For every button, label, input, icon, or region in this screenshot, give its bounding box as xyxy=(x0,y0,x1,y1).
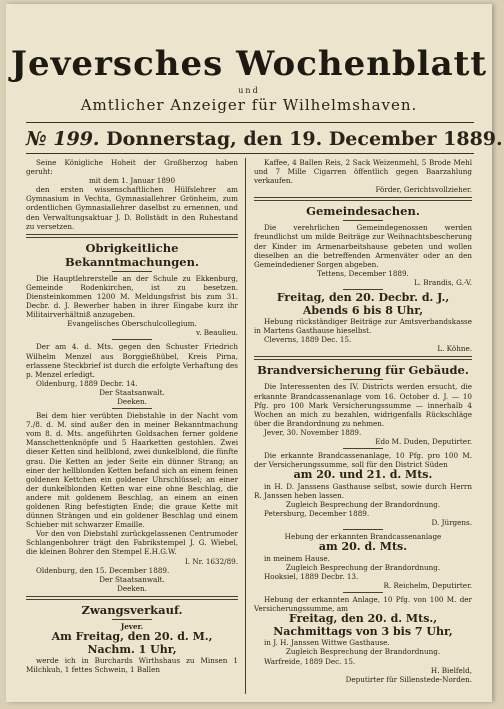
brand1-text: Die Interessenten des IV. Districts werden ersucht, die erkannte Brandcassenanlage vom 16. October d. J. — 10 Pfg. pro 100 Mark Versicherungssumme — innerhalb 4 Wochen an mich zu bezahlen, widrigenfalls Rückschläge über die Brandordnung zu nehmen. xyxy=(254,382,472,428)
gemeinde-sign: L. Brandis, G.-V. xyxy=(413,277,472,287)
royal-text: den ersten wissenschaftlichen Hülfslehrer am Gymnasium in Vechta, Gymnasiallehrer Grönheim, zum ordentlichen Gymnasiallehrer daselbst zu ernennen, und den Verwaltungsaktuar J. D. Bollstädt in den Ruhestand zu versetzen. xyxy=(26,185,238,231)
short-rule xyxy=(343,592,383,593)
issue-rule xyxy=(26,153,474,154)
diebstahl-sign: Deeken. xyxy=(117,583,147,593)
diebstahl-authority: Der Staatsanwalt. xyxy=(99,574,165,584)
gemeinde-heading: Gemeindesachen. xyxy=(306,204,420,219)
short-rule xyxy=(343,529,383,530)
short-rule xyxy=(343,448,383,449)
nachm-place: Warfreide, 1889 Dec. 15. xyxy=(264,656,356,666)
short-rule xyxy=(343,379,383,380)
section-rule xyxy=(254,197,472,201)
issue-number: № 199. xyxy=(26,128,100,150)
kaffee-sign: Förder, Gerichtsvollzieher. xyxy=(375,185,472,195)
column-divider xyxy=(245,158,246,694)
zwang-place: Jever. xyxy=(120,621,144,631)
steckbrief-text: Der am 4. d. Mts. gegen den Schuster Friedrich Wilhelm Menzel aus Borggießhübel, Kreis Pirna, erlassene Steckbrief ist durch die erfolgte Verhaftung des p. Menzel erledigt. xyxy=(26,342,238,379)
steckbrief-place: Oldenburg, 1889 Decbr. 14. xyxy=(36,378,138,388)
brand-heading: Brandversicherung für Gebäude. xyxy=(257,363,469,378)
diebstahl-ref: I. Nr. 1632/89. xyxy=(184,556,238,566)
zwang-line1: Am Freitag, den 20. d. M., xyxy=(51,630,213,644)
freitag-line1: Freitag, den 20. Decbr. d. J., xyxy=(276,291,450,305)
short-rule xyxy=(112,619,152,620)
schule-sign: v. Beaulieu. xyxy=(196,328,238,338)
section-rule xyxy=(26,234,238,238)
nachm-role: Deputirter für Sillenstede-Norden. xyxy=(345,674,472,684)
section-rule xyxy=(254,356,472,360)
nachm-line1: Freitag, den 20. d. Mts., xyxy=(288,612,438,626)
issue-line xyxy=(26,128,503,150)
termin-text: in H. D. Janssens Gasthause selbst, sowie durch Herrn R. Janssen heben lassen. xyxy=(254,481,472,500)
hebung-sign: R. Reichelm, Deputirter. xyxy=(383,581,472,591)
termin-line: am 20. und 21. d. Mts. xyxy=(293,468,433,482)
termin-sign: D. Jürgens. xyxy=(431,518,472,528)
zwang-text: werde ich in Burchards Wirthshaus zu Minsen 1 Milchkuh, 1 fettes Schwein, 1 Ballen xyxy=(26,656,238,675)
zwang-line2: Nachm. 1 Uhr, xyxy=(87,642,177,656)
hebung-place: Hooksiel, 1889 Decbr. 13. xyxy=(264,572,359,581)
short-rule xyxy=(112,271,152,272)
diebstahl-place: Oldenburg, den 15. December 1889. xyxy=(36,565,170,575)
right-column xyxy=(254,158,472,684)
freitag-place: Cleverns, 1889 Dec. 15. xyxy=(264,335,352,345)
diebstahl-bohrer: Vor den von Diebstahl zurückgelassenen Centrumoder Schlangenbohrer trägt den Fabrikstempel J. G. Wiebel, die kleinen Bohrer den Stempel E.H.G.W. xyxy=(26,529,238,557)
kaffee-text: Kaffee, 4 Ballen Reis, 2 Sack Weizenmehl, 5 Brode Mehl und 7 Mille Cigarren öffentlich gegen Baarzahlung verkaufen. xyxy=(254,158,472,186)
section-rule xyxy=(26,596,238,600)
brand1-place: Jever, 30. November 1889. xyxy=(264,427,362,437)
nachm-sign: H. Bielfeld, xyxy=(430,665,472,675)
schule-authority: Evangelisches Oberschulcollegium. xyxy=(67,319,197,329)
brand1-sign: Edo M. Duden, Deputirter. xyxy=(375,436,472,446)
nachm-zugleich: Zugleich Besprechung der Brandordnung. xyxy=(285,647,441,657)
hebung-intro: Hebung der erkannten Brandcassenanlage xyxy=(284,532,442,542)
hebung-line: am 20. d. Mts. xyxy=(318,540,408,554)
steckbrief-authority: Der Staatsanwalt. xyxy=(99,387,165,397)
freitag-line2: Abends 6 bis 8 Uhr, xyxy=(302,303,424,317)
nachm-intro: Hebung der erkannten Anlage, 10 Pfg. von 100 M. der Versicherungssumme, am xyxy=(254,595,472,614)
top-rule xyxy=(26,122,474,123)
nachm-line2: Nachmittags von 3 bis 7 Uhr, xyxy=(273,624,453,638)
nachm-where: in J. H. Janssen Wittwe Gasthause. xyxy=(264,638,390,648)
royal-date: mit dem 1. Januar 1890 xyxy=(88,176,176,186)
gemeinde-place: Tettens, December 1889. xyxy=(317,268,409,278)
freitag-sign: L. Köhne. xyxy=(437,344,472,354)
termin-zugleich: Zugleich Besprechung der Brandordnung. xyxy=(285,499,441,509)
masthead-title: Jeversches Wochenblatt xyxy=(10,44,488,84)
gemeinde-text: Die verehrlichen Gemeindegenossen werden freundlichst um milde Beiträge zur Weihnachtsbescherung der Kinder im Armenarbeitshause gebeten und wollen dieselben an die betreffenden Armenväter oder an den Gemeindediener Sorgen abgeben. xyxy=(254,223,472,269)
issue-date: Donnerstag, den 19. December 1889. xyxy=(106,128,503,150)
brand2-text: Die erkannte Brandcassenanlage, 10 Pfg. pro 100 M. der Versicherungssumme, soll für den District Süden xyxy=(254,451,472,470)
zwang-heading: Zwangsverkauf. xyxy=(81,602,183,617)
schule-text: Die Hauptlehrerstelle an der Schule zu Ekkenburg, Gemeinde Rodenkirchen, ist zu besetzen. Diensteinkommen 1200 M. Meldungsfrist bis zum 31. Decbr. d. J. Bewerber haben in ihrer Eingabe kurz ihr Militairverhältniß anzugeben. xyxy=(26,273,238,320)
masthead-subtitle: Amtlicher Anzeiger für Wilhelmshaven. xyxy=(80,96,418,114)
termin-place: Petersburg, December 1889. xyxy=(264,509,370,519)
masthead-und: und xyxy=(238,86,260,95)
short-rule xyxy=(112,339,152,340)
hebung-zugleich: Zugleich Besprechung der Brandordnung. xyxy=(285,562,441,572)
short-rule xyxy=(343,289,383,290)
diebstahl-text: Bei dem hier verübten Diebstahle in der Nacht vom 7./8. d. M. sind außer den in meiner Bekanntmachung vom 8. d. Mts. angeführten Goldsachen ferner goldene Manschettenknöpfe und 5 Haarketten gestohlen. Zwei dieser Ketten sind hellblond, zwei dunkelblond, die fünfte grau. Die Ketten an jeder Seite ein dünner Strang; an einer der hellblonden Ketten befand sich an einem feinen goldenen Kettchen ein goldener Uhrschlüssel; an einer der dunkelblonden Ketten war eine ohne Beschlag, die andere mit goldenem Beschlag, an einem an einen goldenen Ring befestigten Ende; die graue Kette mit dünnen Strängen und ein goldener Beschlag und einem Schieber mit schwarzer Emaille. xyxy=(26,411,238,530)
freitag-text: Hebung rückständiger Beiträge zur Amtsverbandskasse in Martens Gasthause hieselbst. xyxy=(254,317,472,336)
hebung-where: in meinem Hause. xyxy=(264,553,330,563)
short-rule xyxy=(112,408,152,409)
newspaper-page xyxy=(6,4,503,702)
short-rule xyxy=(343,220,383,221)
left-column xyxy=(26,158,238,674)
royal-intro: Seine Königliche Hoheit der Großherzog haben geruht: xyxy=(26,158,238,177)
oblig-heading: Obrigkeitliche Bekanntmachungen. xyxy=(65,240,199,269)
steckbrief-sign: Deeken. xyxy=(117,396,147,406)
